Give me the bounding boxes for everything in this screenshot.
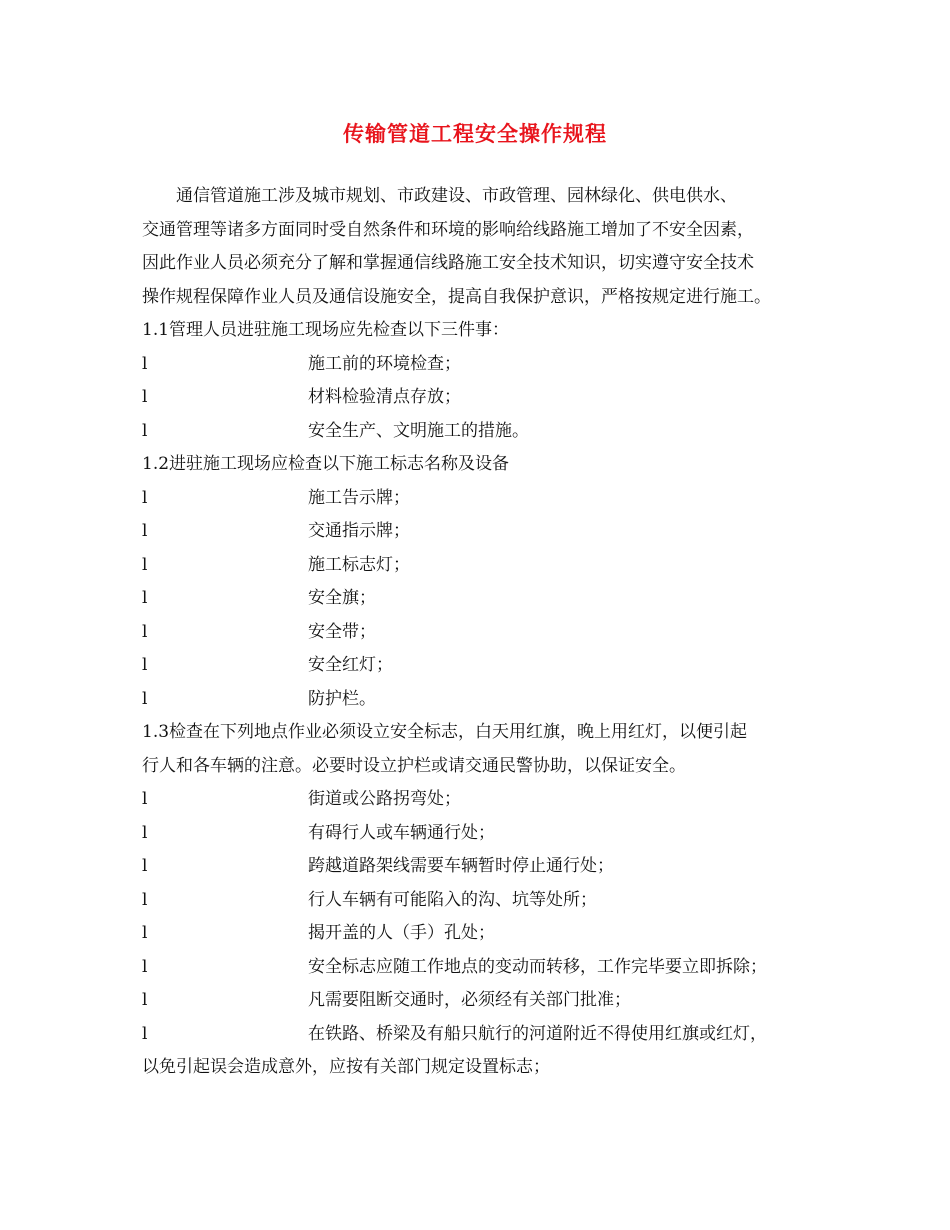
- bullet-marker: l: [142, 1023, 148, 1044]
- intro-line: 交通管理等诸多方面同时受自然条件和环境的影响给线路施工增加了不安全因素，: [142, 219, 754, 240]
- list-item-text: 有碍行人或车辆通行处；: [308, 822, 495, 843]
- intro-line: 因此作业人员必须充分了解和掌握通信线路施工安全技术知识，切实遵守安全技术: [142, 253, 754, 273]
- list-item-text: 安全红灯；: [308, 655, 393, 675]
- list-item-text: 行人车辆有可能陷入的沟、坑等处所；: [308, 889, 597, 910]
- list-item-text: 安全带；: [308, 621, 376, 642]
- list-item-text: 施工告示牌；: [308, 487, 410, 508]
- bullet-marker: l: [142, 353, 148, 374]
- list-item: [142, 1018, 832, 1052]
- list-item: [142, 415, 832, 449]
- list-item-text: 安全标志应随工作地点的变动而转移，工作完毕要立即拆除；: [308, 956, 767, 977]
- document-body: [142, 180, 832, 1085]
- bullet-marker: l: [142, 856, 148, 876]
- intro-line: 通信管道施工涉及城市规划、市政建设、市政管理、园林绿化、供电供水、: [176, 186, 737, 206]
- list-item: [142, 984, 832, 1018]
- bullet-marker: l: [142, 822, 148, 843]
- list-item-text: 凡需要阻断交通时，必须经有关部门批准；: [308, 990, 631, 1010]
- list-item-text: 揭开盖的人（手）孔处；: [308, 923, 495, 943]
- list-item: [142, 616, 832, 650]
- list-item-text: 材料检验清点存放；: [308, 387, 461, 407]
- section-heading: 1.3检查在下列地点作业必须设立安全标志，白天用红旗，晚上用红灯，以便引起: [142, 722, 748, 742]
- intro-line: 操作规程保障作业人员及通信设施安全，提高自我保护意识，严格按规定进行施工。: [142, 286, 771, 307]
- list-item-text: 跨越道路架线需要车辆暂时停止通行处；: [308, 856, 614, 876]
- bullet-marker: l: [142, 420, 148, 441]
- bullet-marker: l: [142, 889, 148, 910]
- list-item-text: 交通指示牌；: [308, 521, 410, 541]
- list-item-text: 安全旗；: [308, 588, 376, 608]
- list-item: [142, 515, 832, 549]
- list-item-text: 在铁路、桥梁及有船只航行的河道附近不得使用红旗或红灯，: [308, 1023, 767, 1044]
- list-item-text: 街道或公路拐弯处；: [308, 789, 461, 809]
- bullet-marker: l: [142, 487, 148, 508]
- section-heading-cont: 行人和各车辆的注意。必要时设立护栏或请交通民警协助，以保证安全。: [142, 755, 686, 776]
- list-item: [142, 817, 832, 851]
- list-item: [142, 649, 832, 683]
- list-item-text: 安全生产、文明施工的措施。: [308, 420, 529, 441]
- bullet-marker: l: [142, 621, 148, 642]
- bullet-marker: l: [142, 387, 148, 407]
- list-item-text: 施工标志灯；: [308, 554, 410, 575]
- bullet-marker: l: [142, 554, 148, 575]
- list-item: [142, 783, 832, 817]
- list-item-text: 施工前的环境检查；: [308, 353, 461, 374]
- bullet-marker: l: [142, 688, 148, 709]
- list-item: [142, 917, 832, 951]
- list-item: [142, 381, 832, 415]
- bullet-marker: l: [142, 956, 148, 977]
- list-item-text: 防护栏。: [308, 688, 376, 709]
- bullet-marker: l: [142, 521, 148, 541]
- bullet-marker: l: [142, 655, 148, 675]
- section-heading: 1.2进驻施工现场应检查以下施工标志名称及设备: [142, 454, 510, 474]
- section-heading: 1.1管理人员进驻施工现场应先检查以下三件事：: [142, 320, 510, 340]
- list-item: [142, 549, 832, 583]
- bullet-marker: l: [142, 588, 148, 608]
- list-item: [142, 884, 832, 918]
- list-item: [142, 348, 832, 382]
- bullet-marker: l: [142, 990, 148, 1010]
- list-item: [142, 850, 832, 884]
- intro-paragraph: [142, 180, 832, 314]
- list-item: [142, 683, 832, 717]
- list-item-continuation: 以免引起误会造成意外，应按有关部门规定设置标志；: [142, 1057, 550, 1077]
- bullet-marker: l: [142, 923, 148, 943]
- list-item: [142, 482, 832, 516]
- list-item: [142, 582, 832, 616]
- bullet-marker: l: [142, 789, 148, 809]
- list-item: [142, 951, 832, 985]
- document-title: 传输管道工程安全操作规程: [343, 121, 607, 146]
